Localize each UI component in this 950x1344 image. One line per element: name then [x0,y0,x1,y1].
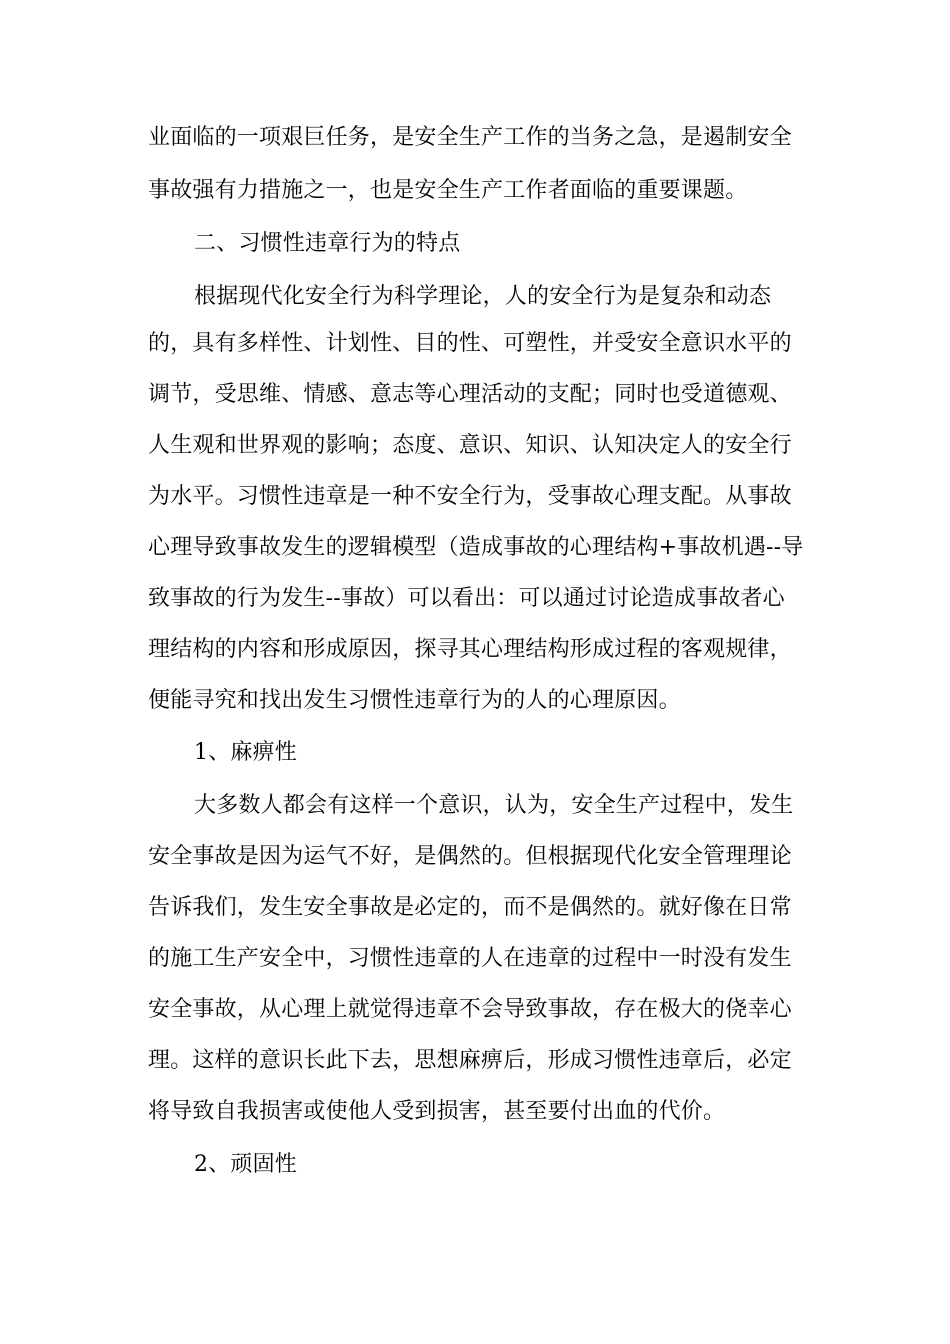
subsection-heading: 2、顽固性 [194,1152,297,1177]
body-text-line: 心理导致事故发生的逻辑模型（造成事故的心理结构+事故机遇--导 [148,535,804,560]
body-text-line: 调节，受思维、情感、意志等心理活动的支配；同时也受道德观、 [148,382,792,407]
body-text-line: 业面临的一项艰巨任务，是安全生产工作的当务之急，是遏制安全 [148,125,792,150]
body-text-line: 人生观和世界观的影响；态度、意识、知识、认知决定人的安全行 [148,433,792,458]
body-text-line: 致事故的行为发生--事故）可以看出：可以通过讨论造成事故者心 [148,586,785,611]
body-text-line: 便能寻究和找出发生习惯性违章行为的人的心理原因。 [148,688,681,713]
section-heading: 二、习惯性违章行为的特点 [194,231,461,256]
body-text-line: 将导致自我损害或使他人受到损害，甚至要付出血的代价。 [148,1099,726,1124]
body-text-line: 事故强有力措施之一，也是安全生产工作者面临的重要课题。 [148,178,748,203]
body-text-line: 理结构的内容和形成原因，探寻其心理结构形成过程的客观规律， [148,637,792,662]
body-text-line: 安全事故，从心理上就觉得违章不会导致事故，存在极大的侥幸心 [148,997,792,1022]
body-text-line: 的，具有多样性、计划性、目的性、可塑性，并受安全意识水平的 [148,331,792,356]
body-text-line: 告诉我们，发生安全事故是必定的，而不是偶然的。就好像在日常 [148,895,792,920]
body-text-line: 根据现代化安全行为科学理论，人的安全行为是复杂和动态 [194,284,772,309]
body-text-line: 的施工生产安全中，习惯性违章的人在违章的过程中一时没有发生 [148,946,792,971]
body-text-line: 大多数人都会有这样一个意识，认为，安全生产过程中，发生 [194,793,794,818]
body-text-line: 安全事故是因为运气不好，是偶然的。但根据现代化安全管理理论 [148,844,792,869]
body-text-line: 为水平。习惯性违章是一种不安全行为，受事故心理支配。从事故 [148,484,792,509]
subsection-heading: 1、麻痹性 [194,740,297,765]
body-text-line: 理。这样的意识长此下去，思想麻痹后，形成习惯性违章后，必定 [148,1048,792,1073]
